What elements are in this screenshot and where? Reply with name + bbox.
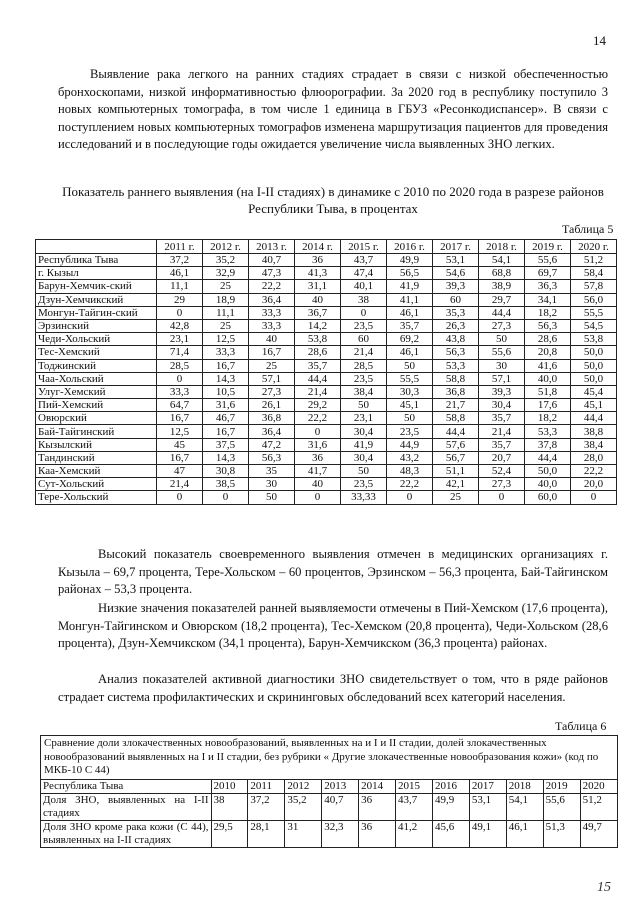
table5-value-cell: 16,7 (249, 346, 295, 359)
table6-value-cell: 28,1 (248, 820, 285, 847)
table5-value-cell: 0 (479, 491, 525, 504)
table6-year-header: 2013 (322, 780, 359, 794)
table5-value-cell: 36 (295, 254, 341, 267)
table5-row (36, 372, 617, 385)
table5-value-cell: 35,7 (295, 359, 341, 372)
table5-corner-cell (36, 240, 157, 254)
table5-value-cell: 42,1 (433, 478, 479, 491)
table5-value-cell: 57,1 (479, 372, 525, 385)
table5-value-cell: 31,1 (295, 280, 341, 293)
table5-value-cell: 47,4 (341, 267, 387, 280)
table5-value-cell: 28,5 (341, 359, 387, 372)
table5-year-header: 2018 г. (479, 240, 525, 254)
table5-row (36, 491, 617, 504)
table5-value-cell: 35,7 (479, 438, 525, 451)
table5-row (36, 478, 617, 491)
table5-year-header: 2019 г. (525, 240, 571, 254)
table5-value-cell: 20,0 (571, 478, 617, 491)
table5-value-cell: 52,4 (479, 465, 525, 478)
table5-year-header: 2011 г. (157, 240, 203, 254)
table5-value-cell: 58,4 (571, 267, 617, 280)
table5-value-cell: 29 (157, 293, 203, 306)
table5-value-cell: 68,8 (479, 267, 525, 280)
table5-value-cell: 56,3 (525, 319, 571, 332)
table6-value-cell: 49,7 (580, 820, 617, 847)
table5-value-cell: 21,4 (295, 385, 341, 398)
table5-value-cell: 30,3 (387, 385, 433, 398)
table5-value-cell: 47,2 (249, 438, 295, 451)
table5-value-cell: 33,3 (249, 319, 295, 332)
analysis-paragraph: Анализ показателей активной диагностики ЗНО свидетельствует о том, что в ряде районов страдает система профилактических и скрининговых обследований всех категорий населения. (58, 672, 608, 704)
table5-row (36, 359, 617, 372)
table5-value-cell: 21,4 (479, 425, 525, 438)
table5-value-cell: 60 (341, 333, 387, 346)
table5-value-cell: 38,4 (341, 385, 387, 398)
table5-value-cell: 44,4 (295, 372, 341, 385)
table5-value-cell: 36,3 (525, 280, 571, 293)
table5-district-name: Каа-Хемский (36, 465, 157, 478)
table6-year-header: 2015 (396, 780, 433, 794)
table5-value-cell: 60 (433, 293, 479, 306)
table5-value-cell: 54,5 (571, 319, 617, 332)
table5-value-cell: 30,8 (203, 465, 249, 478)
table5-value-cell: 54,6 (433, 267, 479, 280)
table5-value-cell: 0 (571, 491, 617, 504)
table5-row (36, 306, 617, 319)
table5-row (36, 293, 617, 306)
table5-value-cell: 23,5 (341, 372, 387, 385)
table5-district-name: Дзун-Хемчикский (36, 293, 157, 306)
table6-year-header: 2011 (248, 780, 285, 794)
table5-value-cell: 55,5 (387, 372, 433, 385)
table5-value-cell: 50 (479, 333, 525, 346)
table5-value-cell: 41,9 (387, 280, 433, 293)
table5-value-cell: 40,1 (341, 280, 387, 293)
table5-value-cell: 50 (387, 412, 433, 425)
table5-value-cell: 14,2 (295, 319, 341, 332)
table5-district-name: Бай-Тайгинский (36, 425, 157, 438)
table5-row (36, 280, 617, 293)
table5 (35, 239, 617, 505)
table5-year-header: 2020 г. (571, 240, 617, 254)
table6-value-cell: 37,2 (248, 793, 285, 820)
table5-row (36, 399, 617, 412)
table5-value-cell: 50 (341, 465, 387, 478)
table5-value-cell: 53,1 (433, 254, 479, 267)
table5-value-cell: 43,7 (341, 254, 387, 267)
table6-value-cell: 41,2 (396, 820, 433, 847)
table5-value-cell: 23,5 (341, 319, 387, 332)
table5-value-cell: 39,3 (433, 280, 479, 293)
table6-year-header: 2010 (211, 780, 248, 794)
table5-value-cell: 46,7 (203, 412, 249, 425)
table5-value-cell: 33,3 (157, 385, 203, 398)
table5-value-cell: 39,3 (479, 385, 525, 398)
table5-value-cell: 44,4 (479, 306, 525, 319)
table5-value-cell: 60,0 (525, 491, 571, 504)
table5-year-header: 2012 г. (203, 240, 249, 254)
table5-row (36, 438, 617, 451)
table5-value-cell: 50 (341, 399, 387, 412)
table5-value-cell: 0 (295, 491, 341, 504)
table5-value-cell: 41,6 (525, 359, 571, 372)
table5-value-cell: 58,8 (433, 372, 479, 385)
table5-value-cell: 47 (157, 465, 203, 478)
table5-value-cell: 25 (203, 319, 249, 332)
table5-value-cell: 37,5 (203, 438, 249, 451)
table5-value-cell: 25 (249, 359, 295, 372)
table5-value-cell: 46,1 (387, 346, 433, 359)
table5-value-cell: 35 (249, 465, 295, 478)
table5-value-cell: 45,1 (387, 399, 433, 412)
table5-value-cell: 41,7 (295, 465, 341, 478)
table5-district-name: Монгун-Тайгин-ский (36, 306, 157, 319)
table5-value-cell: 0 (295, 425, 341, 438)
table5-year-header: 2017 г. (433, 240, 479, 254)
table5-value-cell: 17,6 (525, 399, 571, 412)
table5-value-cell: 69,7 (525, 267, 571, 280)
table5-value-cell: 30 (479, 359, 525, 372)
table5-district-name: Тере-Хольский (36, 491, 157, 504)
table5-value-cell: 53,8 (295, 333, 341, 346)
table5-value-cell: 57,8 (571, 280, 617, 293)
table6-value-cell: 45,6 (432, 820, 469, 847)
table6-year-header: 2016 (432, 780, 469, 794)
table6-value-cell: 32,3 (322, 820, 359, 847)
table5-value-cell: 18,9 (203, 293, 249, 306)
table5-value-cell: 41,3 (295, 267, 341, 280)
table5-value-cell: 10,5 (203, 385, 249, 398)
table5-district-name: Кызылский (36, 438, 157, 451)
table5-district-name: Республика Тыва (36, 254, 157, 267)
table5-value-cell: 25 (203, 280, 249, 293)
table5-value-cell: 56,3 (249, 451, 295, 464)
table5-value-cell: 50,0 (571, 359, 617, 372)
table6-label: Таблица 6 (555, 719, 607, 733)
table5-district-name: Эрзинский (36, 319, 157, 332)
table5-value-cell: 54,1 (479, 254, 525, 267)
table5-value-cell: 40,0 (525, 372, 571, 385)
table5-value-cell: 29,7 (479, 293, 525, 306)
table5-value-cell: 44,4 (571, 412, 617, 425)
table5-value-cell: 40 (249, 333, 295, 346)
table5-value-cell: 30,4 (341, 425, 387, 438)
table5-value-cell: 38,5 (203, 478, 249, 491)
table5-value-cell: 40,0 (525, 478, 571, 491)
table5-value-cell: 0 (157, 491, 203, 504)
table5-value-cell: 51,2 (571, 254, 617, 267)
table5-value-cell: 27,3 (479, 319, 525, 332)
table6-value-cell: 31 (285, 820, 322, 847)
table5-value-cell: 46,1 (157, 267, 203, 280)
intro-paragraph: Выявление рака легкого на ранних стадиях страдает в связи с низкой обеспеченностью бронхоскопами, низкой информативностью флюорографии. За 2020 год в республику поступило 3 новых компьютерных томографа, в том числе 1 единица в ГБУЗ «Ресонкодиспансер». В связи с поступлением новых компьютерных томографов изменена маршрутизация пациентов для проведения исследований и в последующие годы ожидается увеличение числа выявленных ЗНО легких. (58, 67, 608, 151)
table6-value-cell: 54,1 (506, 793, 543, 820)
table5-value-cell: 56,0 (571, 293, 617, 306)
table5-value-cell: 0 (157, 372, 203, 385)
table5-value-cell: 35,7 (387, 319, 433, 332)
table5-value-cell: 53,3 (525, 425, 571, 438)
table6-value-cell: 51,3 (543, 820, 580, 847)
table5-value-cell: 40 (295, 478, 341, 491)
table5-value-cell: 28,5 (157, 359, 203, 372)
table5-value-cell: 50,0 (571, 346, 617, 359)
table5-row (36, 254, 617, 267)
table5-value-cell: 50,0 (571, 372, 617, 385)
table5-value-cell: 49,9 (387, 254, 433, 267)
table5-district-name: Овюрский (36, 412, 157, 425)
table5-value-cell: 11,1 (157, 280, 203, 293)
table5-value-cell: 41,1 (387, 293, 433, 306)
table5-value-cell: 50,0 (525, 465, 571, 478)
table5-value-cell: 30,4 (341, 451, 387, 464)
page-number: 14 (593, 33, 606, 48)
handwritten-signature: 15 (597, 880, 611, 895)
table6-row-label: Доля ЗНО кроме рака кожи (С 44), выявленных на I-II стадиях (41, 820, 211, 847)
table5-district-name: Барун-Хемчик-ский (36, 280, 157, 293)
table5-value-cell: 30 (249, 478, 295, 491)
table5-value-cell: 43,8 (433, 333, 479, 346)
table6-value-cell: 36 (359, 793, 396, 820)
table5-value-cell: 0 (387, 491, 433, 504)
table5-value-cell: 38 (341, 293, 387, 306)
table6-value-cell: 46,1 (506, 820, 543, 847)
table5-district-name: Сут-Хольский (36, 478, 157, 491)
table5-district-name: г. Кызыл (36, 267, 157, 280)
table5-value-cell: 56,3 (433, 346, 479, 359)
table5-header-row (36, 240, 617, 254)
table5-value-cell: 43,2 (387, 451, 433, 464)
table5-year-header: 2015 г. (341, 240, 387, 254)
table5-value-cell: 23,1 (157, 333, 203, 346)
table5-value-cell: 16,7 (157, 451, 203, 464)
table6-value-cell: 43,7 (396, 793, 433, 820)
table5-value-cell: 0 (157, 306, 203, 319)
table5-value-cell: 32,9 (203, 267, 249, 280)
table5-value-cell: 21,4 (341, 346, 387, 359)
table6-value-cell: 40,7 (322, 793, 359, 820)
table5-value-cell: 14,3 (203, 372, 249, 385)
high-paragraph: Высокий показатель своевременного выявления отмечен в медицинских организациях г. Кызыла – 69,7 процента, Тере-Хольском – 60 процентов, Эрзинском – 56,3 процента, Бай-Тайгинском районах – 53,3 процента. (58, 547, 608, 596)
table5-value-cell: 27,3 (479, 478, 525, 491)
table5-value-cell: 18,2 (525, 412, 571, 425)
table5-value-cell: 12,5 (203, 333, 249, 346)
table5-value-cell: 12,5 (157, 425, 203, 438)
table5-value-cell: 38,8 (571, 425, 617, 438)
table6-header-row (41, 780, 617, 794)
table5-value-cell: 25 (433, 491, 479, 504)
table5-value-cell: 47,3 (249, 267, 295, 280)
table5-value-cell: 46,1 (387, 306, 433, 319)
table5-value-cell: 28,6 (525, 333, 571, 346)
table6-value-cell: 49,1 (469, 820, 506, 847)
table5-value-cell: 53,3 (433, 359, 479, 372)
table5-value-cell: 36,8 (249, 412, 295, 425)
table5-value-cell: 28,0 (571, 451, 617, 464)
table5-value-cell: 51,1 (433, 465, 479, 478)
table5-value-cell: 38,9 (479, 280, 525, 293)
table5-value-cell: 22,2 (295, 412, 341, 425)
table5-value-cell: 37,2 (157, 254, 203, 267)
table5-value-cell: 56,7 (433, 451, 479, 464)
table5-value-cell: 0 (203, 491, 249, 504)
table5-value-cell: 16,7 (203, 359, 249, 372)
table6-row (41, 793, 617, 820)
table5-district-name: Тоджинский (36, 359, 157, 372)
table6-year-header: 2018 (506, 780, 543, 794)
table5-value-cell: 20,8 (525, 346, 571, 359)
table5-value-cell: 45 (157, 438, 203, 451)
table5-value-cell: 50 (249, 491, 295, 504)
table6-value-cell: 49,9 (432, 793, 469, 820)
table5-value-cell: 36 (295, 451, 341, 464)
table5-value-cell: 35,2 (203, 254, 249, 267)
table5-year-header: 2014 г. (295, 240, 341, 254)
table5-district-name: Тандинский (36, 451, 157, 464)
table5-row (36, 465, 617, 478)
table5-value-cell: 44,9 (387, 438, 433, 451)
table5-value-cell: 23,5 (387, 425, 433, 438)
table5-row (36, 333, 617, 346)
table5-value-cell: 31,6 (203, 399, 249, 412)
table5-value-cell: 55,6 (525, 254, 571, 267)
table6-year-header: 2019 (543, 780, 580, 794)
table5-value-cell: 33,33 (341, 491, 387, 504)
table5-year-header: 2016 г. (387, 240, 433, 254)
table6-year-header: 2014 (359, 780, 396, 794)
table6-value-cell: 38 (211, 793, 248, 820)
table5-value-cell: 16,7 (157, 412, 203, 425)
table5-value-cell: 48,3 (387, 465, 433, 478)
table5-value-cell: 29,2 (295, 399, 341, 412)
table5-district-name: Чаа-Хольский (36, 372, 157, 385)
table5-value-cell: 22,2 (249, 280, 295, 293)
table5-row (36, 425, 617, 438)
table6-row (41, 820, 617, 847)
table5-value-cell: 11,1 (203, 306, 249, 319)
table5-value-cell: 55,6 (479, 346, 525, 359)
table6-value-cell: 51,2 (580, 793, 617, 820)
table6-value-cell: 29,5 (211, 820, 248, 847)
table5-value-cell: 14,3 (203, 451, 249, 464)
table5-value-cell: 20,7 (479, 451, 525, 464)
table5-value-cell: 71,4 (157, 346, 203, 359)
table5-value-cell: 21,7 (433, 399, 479, 412)
table6-value-cell: 55,6 (543, 793, 580, 820)
table5-value-cell: 26,3 (433, 319, 479, 332)
table5-row (36, 412, 617, 425)
table5-value-cell: 22,2 (387, 478, 433, 491)
table5-label: Таблица 5 (562, 222, 614, 236)
table5-row (36, 385, 617, 398)
table5-row (36, 346, 617, 359)
table5-value-cell: 16,7 (203, 425, 249, 438)
table5-value-cell: 35,7 (479, 412, 525, 425)
table5-value-cell: 40 (295, 293, 341, 306)
table6-year-header: 2017 (469, 780, 506, 794)
table5-value-cell: 23,1 (341, 412, 387, 425)
table5-value-cell: 34,1 (525, 293, 571, 306)
table5-value-cell: 45,1 (571, 399, 617, 412)
table5-value-cell: 33,3 (203, 346, 249, 359)
table5-row (36, 267, 617, 280)
table5-district-name: Чеди-Хольский (36, 333, 157, 346)
table5-row (36, 319, 617, 332)
table6-year-header: 2020 (580, 780, 617, 794)
table5-value-cell: 21,4 (157, 478, 203, 491)
table5-value-cell: 0 (341, 306, 387, 319)
table5-value-cell: 53,8 (571, 333, 617, 346)
table5-value-cell: 57,1 (249, 372, 295, 385)
table5-value-cell: 30,4 (479, 399, 525, 412)
table5-value-cell: 35,3 (433, 306, 479, 319)
table5-value-cell: 40,7 (249, 254, 295, 267)
table5-row (36, 451, 617, 464)
table5-district-name: Тес-Хемский (36, 346, 157, 359)
table5-value-cell: 22,2 (571, 465, 617, 478)
table5-value-cell: 28,6 (295, 346, 341, 359)
table5-value-cell: 36,4 (249, 293, 295, 306)
table5-value-cell: 56,5 (387, 267, 433, 280)
table5-value-cell: 41,9 (341, 438, 387, 451)
table5-value-cell: 26,1 (249, 399, 295, 412)
table5-value-cell: 44,4 (525, 451, 571, 464)
table5-value-cell: 27,3 (249, 385, 295, 398)
table5-value-cell: 69,2 (387, 333, 433, 346)
table5-value-cell: 36,8 (433, 385, 479, 398)
table5-value-cell: 36,4 (249, 425, 295, 438)
table5-value-cell: 38,4 (571, 438, 617, 451)
table5-value-cell: 55,5 (571, 306, 617, 319)
table5-district-name: Пий-Хемский (36, 399, 157, 412)
table5-value-cell: 33,3 (249, 306, 295, 319)
table5-district-name: Улуг-Хемский (36, 385, 157, 398)
table5-year-header: 2013 г. (249, 240, 295, 254)
table6-value-cell: 36 (359, 820, 396, 847)
table5-value-cell: 37,8 (525, 438, 571, 451)
table5-value-cell: 18,2 (525, 306, 571, 319)
table5-value-cell: 50 (387, 359, 433, 372)
table5-value-cell: 44,4 (433, 425, 479, 438)
table6-caption: Сравнение доли злокачественных новообразований, выявленных на и I и II стадии, долей злокачественных новообразований выявленных на I и II стадии, без рубрики « Другие злокачественные новообразования кожи» (код по МКБ-10 С 44) (41, 736, 617, 780)
table5-value-cell: 64,7 (157, 399, 203, 412)
table5-value-cell: 42,8 (157, 319, 203, 332)
table6 (40, 735, 618, 848)
table5-value-cell: 58,8 (433, 412, 479, 425)
table5-value-cell: 23,5 (341, 478, 387, 491)
table5-title: Показатель раннего выявления (на I-II стадиях) в динамике с 2010 по 2020 года в разрезе районов Республики Тыва, в процентах (62, 184, 604, 216)
table5-value-cell: 51,8 (525, 385, 571, 398)
table5-value-cell: 57,6 (433, 438, 479, 451)
low-paragraph: Низкие значения показателей ранней выявляемости отмечены в Пий-Хемском (17,6 процента), Монгун-Тайгинском и Овюрском (18,2 процента), Тес-Хемском (20,8 процента), Чеди-Хольском (28,6 процента), Дзун-Хемчикском (34,1 процента), Барун-Хемчикском (36,3 процента) районах. (58, 601, 608, 650)
table5-value-cell: 31,6 (295, 438, 341, 451)
table5-value-cell: 36,7 (295, 306, 341, 319)
table5-value-cell: 45,4 (571, 385, 617, 398)
table6-value-cell: 35,2 (285, 793, 322, 820)
table6-value-cell: 53,1 (469, 793, 506, 820)
table6-header-label: Республика Тыва (41, 780, 211, 794)
table6-row-label: Доля ЗНО, выявленных на I-II стадиях (41, 793, 211, 820)
table6-year-header: 2012 (285, 780, 322, 794)
